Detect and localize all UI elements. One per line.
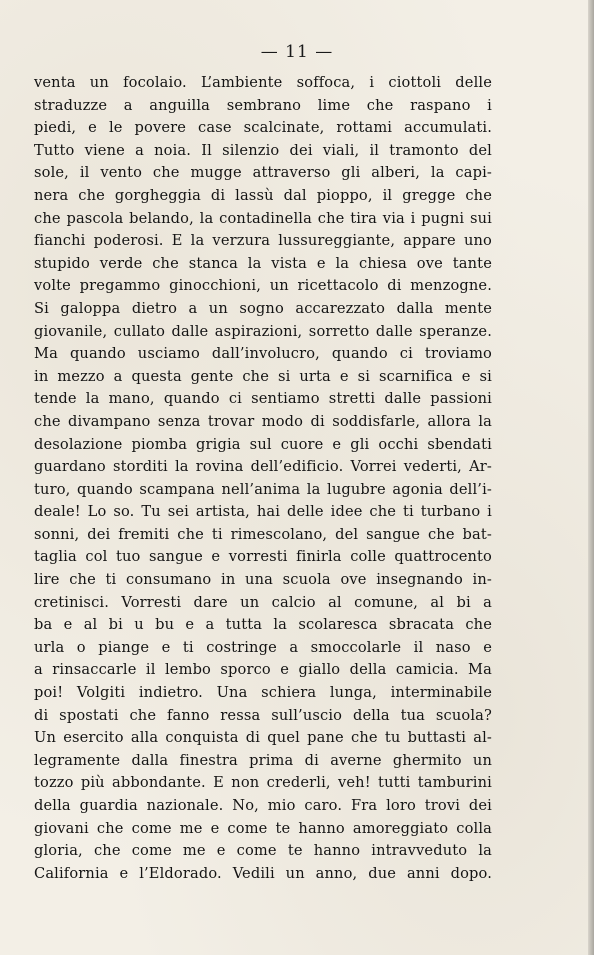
- text-line: gloria, che come me e come te hanno intravveduto la: [34, 842, 492, 860]
- text-line: lire che ti consumano in una scuola ove insegnando in-: [34, 571, 492, 589]
- text-line: venta un focolaio. L’ambiente soffoca, i ciottoli delle: [34, 74, 492, 91]
- text-line: nera che gorgheggia di lassù dal pioppo, il gregge che: [34, 186, 492, 204]
- text-line: Un esercito alla conquista di quel pane che tu buttasti al-: [34, 729, 492, 747]
- text-line: poi! Volgiti indietro. Una schiera lunga, interminabile: [34, 684, 492, 702]
- text-line: giovanile, cullato dalle aspirazioni, sorretto dalle speranze.: [34, 322, 492, 340]
- text-line: taglia col tuo sangue e vorresti finirla colle quattrocento: [34, 548, 492, 566]
- text-line: sole, il vento che mugge attraverso gli alberi, la capi-: [34, 164, 492, 182]
- text-line: California e l’Eldorado. Vedili un anno, due anni dopo.: [34, 864, 492, 882]
- text-line: tende la mano, quando ci sentiamo stretti dalle passioni: [34, 390, 492, 408]
- text-line: legramente dalla finestra prima di averne ghermito un: [34, 751, 492, 769]
- text-line: cretinisci. Vorresti dare un calcio al comune, al bi a: [34, 593, 492, 611]
- text-line: che divampano senza trovar modo di soddisfarle, allora la: [34, 412, 492, 430]
- text-line: turo, quando scampana nell’anima la lugubre agonia dell’i-: [34, 480, 492, 498]
- text-line: ba e al bi u bu e a tutta la scolaresca sbracata che: [34, 616, 492, 634]
- page-number: — 11 —: [260, 42, 334, 62]
- text-line: volte pregammo ginocchioni, un ricettacolo di menzogne.: [34, 277, 492, 295]
- body-text: [34, 72, 492, 885]
- text-line: straduzze a anguilla sembrano lime che raspano i: [34, 96, 492, 114]
- text-line: sonni, dei fremiti che ti rimescolano, del sangue che bat-: [34, 525, 492, 543]
- text-line: a rinsaccarle il lembo sporco e giallo della camicia. Ma: [34, 661, 492, 679]
- text-line: Si galoppa dietro a un sogno accarezzato dalla mente: [34, 299, 492, 317]
- text-line: Tutto viene a noia. Il silenzio dei viali, il tramonto del: [34, 141, 492, 159]
- text-line: Ma quando usciamo dall’involucro, quando ci troviamo: [34, 345, 492, 363]
- text-line: tozzo più abbondante. E non crederli, veh! tutti tamburini: [34, 774, 492, 792]
- text-line: della guardia nazionale. No, mio caro. Fra loro trovi dei: [34, 797, 492, 814]
- text-line: guardano storditi la rovina dell’edificio. Vorrei vederti, Ar-: [34, 458, 492, 476]
- text-line: giovani che come me e come te hanno amoreggiato colla: [34, 819, 492, 837]
- text-line: deale! Lo so. Tu sei artista, hai delle idee che ti turbano i: [34, 503, 492, 521]
- text-line: desolazione piomba grigia sul cuore e gli occhi sbendati: [34, 435, 492, 453]
- page-edge-shadow: [588, 0, 594, 955]
- text-line: stupido verde che stanca la vista e la chiesa ove tante: [34, 254, 492, 272]
- text-line: di spostati che fanno ressa sull’uscio della tua scuola?: [34, 706, 492, 724]
- text-line: fianchi poderosi. E la verzura lussureggiante, appare uno: [34, 232, 492, 250]
- text-line: in mezzo a questa gente che si urta e si scarnifica e si: [34, 367, 492, 385]
- text-line: che pascola belando, la contadinella che tira via i pugni sui: [34, 209, 492, 227]
- text-line: piedi, e le povere case scalcinate, rottami accumulati.: [34, 119, 492, 137]
- text-line: urla o piange e ti costringe a smoccolarle il naso e: [34, 638, 492, 656]
